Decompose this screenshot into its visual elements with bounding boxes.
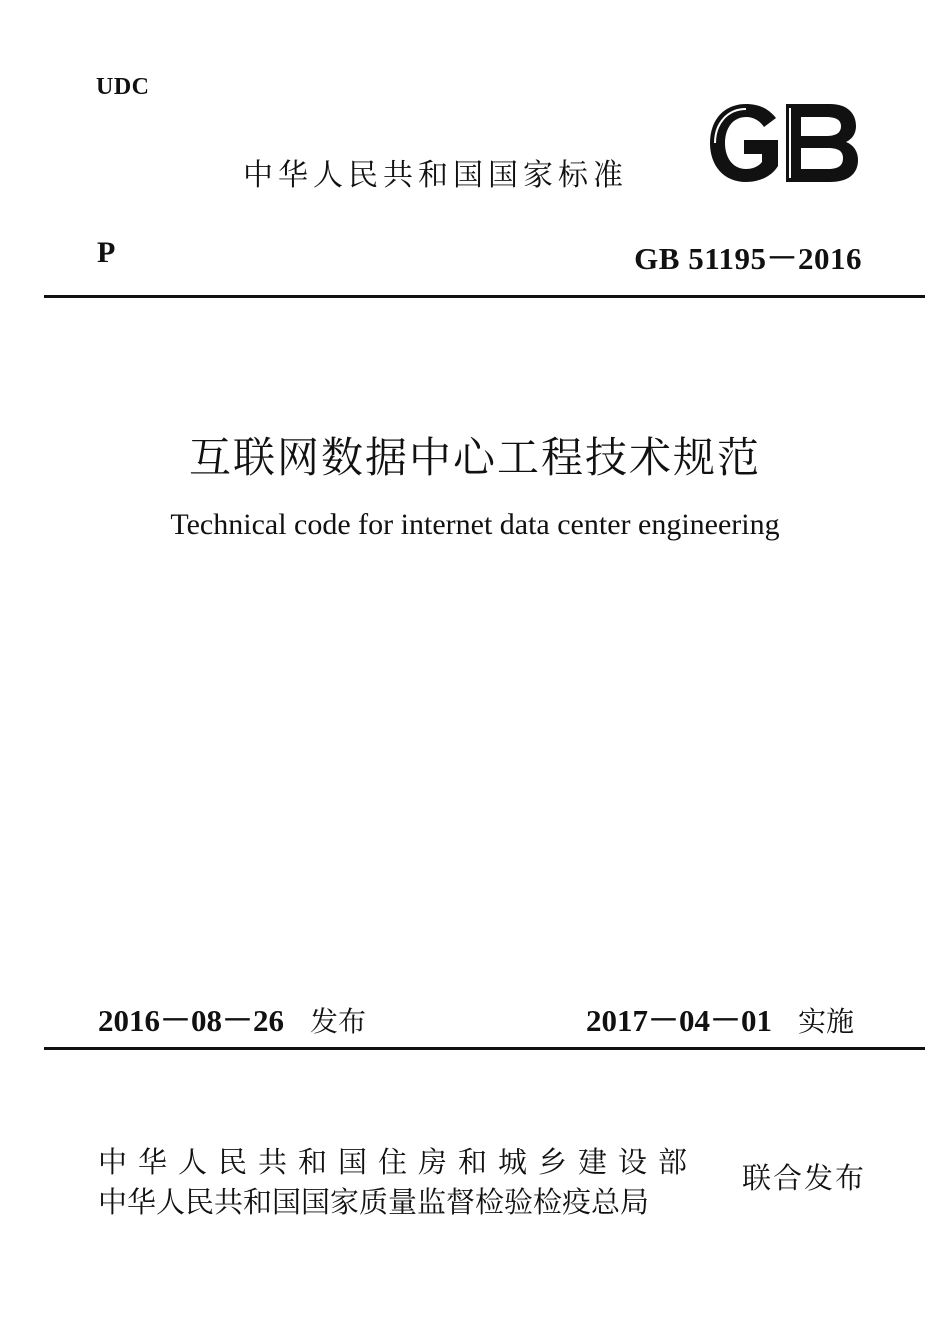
footer-divider xyxy=(44,1047,925,1050)
title-english: Technical code for internet data center engineering xyxy=(170,508,780,541)
issue-date: 2016－08－26 xyxy=(98,1003,284,1038)
national-standard-heading: 中华人民共和国国家标准 xyxy=(243,158,628,193)
implement-date: 2017－04－01 xyxy=(586,1003,772,1038)
gb-logo-icon xyxy=(706,100,862,186)
issue-label: 发布 xyxy=(310,1005,367,1038)
classification-code: P xyxy=(97,236,116,269)
issuer-list xyxy=(98,1142,698,1222)
implement-date-block xyxy=(586,995,854,1040)
title-chinese: 互联网数据中心工程技术规范 xyxy=(188,433,761,482)
jointly-issued-label: 联合发布 xyxy=(742,1161,867,1195)
issuer-aqsiq: 中华人民共和国国家质量监督检验检疫总局 xyxy=(98,1185,650,1219)
standard-number: GB 51195－2016 xyxy=(634,241,862,276)
implement-label: 实施 xyxy=(798,1005,855,1038)
issuer-ministry-housing: 中华人民共和国住房和城乡建设部 xyxy=(98,1145,699,1179)
udc-label: UDC xyxy=(96,74,150,100)
issue-date-block xyxy=(98,995,366,1040)
header-divider xyxy=(44,295,925,298)
